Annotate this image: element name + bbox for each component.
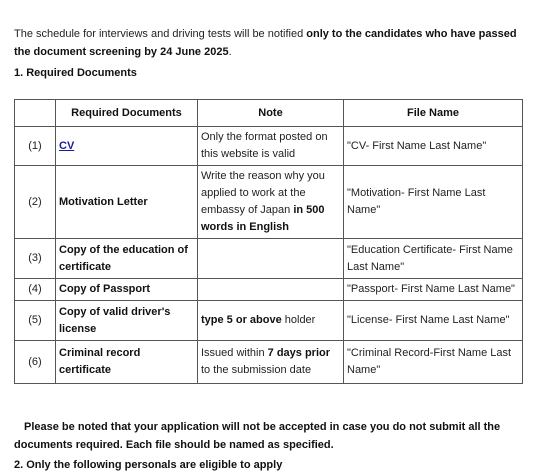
row-file-name: "Education Certificate- First Name Last Name" — [344, 239, 523, 279]
note-emphasis: in 500 words in English — [201, 204, 325, 233]
table-row — [15, 127, 523, 166]
table-row — [15, 279, 523, 301]
row-note — [198, 301, 344, 341]
note-emphasis: type 5 or above — [201, 314, 282, 326]
table-header-row — [15, 100, 523, 127]
intro-paragraph — [14, 25, 524, 61]
row-file-name: "License- First Name Last Name" — [344, 301, 523, 341]
row-note — [198, 341, 344, 384]
note-text: Write the reason why you applied to work at the embassy of Japan — [201, 170, 325, 216]
row-note — [198, 166, 344, 239]
cv-link[interactable]: CV — [59, 139, 75, 152]
header-required-documents: Required Documents — [56, 100, 198, 127]
note-text: Only the format posted on this website is valid — [201, 131, 328, 160]
note-text: Issued within — [201, 347, 268, 359]
intro-emphasis: only to the candidates who have passed the document screening by 24 June 2025 — [14, 28, 517, 58]
row-number: (2) — [15, 166, 56, 239]
section-heading-eligibility: 2. Only the following personals are eligible to apply — [14, 459, 283, 471]
row-file-name: "Motivation- First Name Last Name" — [344, 166, 523, 239]
intro-text: The schedule for interviews and driving tests will be notified — [14, 28, 307, 40]
row-number: (6) — [15, 341, 56, 384]
closing-note: Please be noted that your application will not be accepted in case you do not submit all the documents required. Each file should be named as specified. — [14, 421, 501, 451]
section-heading-required-documents: 1. Required Documents — [14, 67, 137, 79]
table-row — [15, 239, 523, 279]
header-note: Note — [198, 100, 344, 127]
row-document: Copy of Passport — [56, 279, 198, 301]
row-note — [198, 279, 344, 301]
intro-end: . — [228, 46, 232, 58]
row-number: (4) — [15, 279, 56, 301]
table-row — [15, 341, 523, 384]
note-text: holder — [281, 314, 316, 326]
table-row — [15, 166, 523, 239]
row-document — [56, 127, 198, 166]
row-number: (5) — [15, 301, 56, 341]
table-row — [15, 301, 523, 341]
row-number: (3) — [15, 239, 56, 279]
row-file-name: "Criminal Record-First Name Last Name" — [344, 341, 523, 384]
row-note — [198, 127, 344, 166]
note-text: to the submission date — [201, 364, 312, 376]
row-document: Copy of the education of certificate — [56, 239, 198, 279]
row-note — [198, 239, 344, 279]
row-number: (1) — [15, 127, 56, 166]
row-file-name: "CV- First Name Last Name" — [344, 127, 523, 166]
note-emphasis: 7 days prior — [267, 347, 331, 359]
header-number — [15, 100, 56, 127]
row-document: Copy of valid driver's license — [56, 301, 198, 341]
header-file-name: File Name — [344, 100, 523, 127]
row-document: Motivation Letter — [56, 166, 198, 239]
row-document: Criminal record certificate — [56, 341, 198, 384]
row-file-name: "Passport- First Name Last Name" — [344, 279, 523, 301]
required-documents-table — [14, 99, 523, 384]
